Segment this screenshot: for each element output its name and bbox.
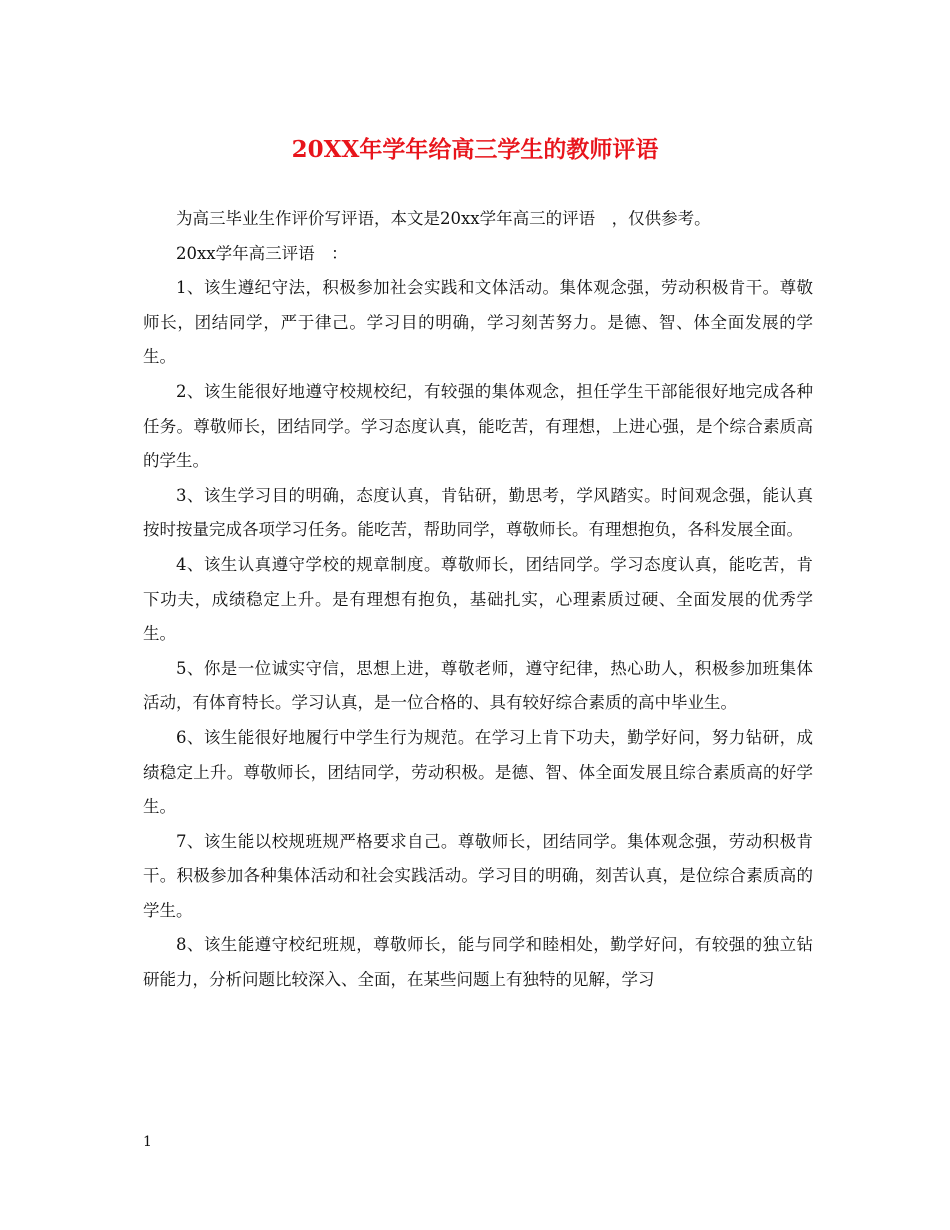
page-number: 1 [143, 1134, 152, 1150]
comment-paragraph-5: 5、你是一位诚实守信，思想上进，尊敬老师，遵守纪律，热心助人，积极参加班集体活动，有体育特长。学习认真，是一位合格的、具有较好综合素质的高中毕业生。 [143, 658, 813, 713]
document-title: 20XX年学年给高三学生的教师评语 [291, 136, 659, 163]
comment-paragraph-8: 8、该生能遵守校纪班规，尊敬师长，能与同学和睦相处，勤学好问，有较强的独立钻研能力，分析问题比较深入、全面，在某些问题上有独特的见解，学习 [143, 935, 813, 990]
comment-paragraph-1: 1、该生遵纪守法，积极参加社会实践和文体活动。集体观念强，劳动积极肯干。尊敬师长，团结同学，严于律己。学习目的明确，学习刻苦努力。是德、智、体全面发展的学生。 [143, 278, 813, 367]
comment-paragraph-2: 2、该生能很好地遵守校规校纪，有较强的集体观念，担任学生干部能很好地完成各种任务。尊敬师长，团结同学。学习态度认真，能吃苦，有理想，上进心强，是个综合素质高的学生。 [143, 381, 813, 471]
comment-paragraph-7: 7、该生能以校规班规严格要求自己。尊敬师长，团结同学。集体观念强，劳动积极肯干。积极参加各种集体活动和社会实践活动。学习目的明确，刻苦认真，是位综合素质高的学生。 [143, 831, 813, 920]
subheading: 20xx学年高三评语 ： [176, 243, 348, 263]
document-body [143, 202, 813, 998]
comment-paragraph-3: 3、该生学习目的明确，态度认真，肯钻研，勤思考，学风踏实。时间观念强，能认真按时按量完成各项学习任务。能吃苦，帮助同学，尊敬师长。有理想抱负，各科发展全面。 [143, 485, 813, 540]
comment-paragraph-4: 4、该生认真遵守学校的规章制度。尊敬师长，团结同学。学习态度认真，能吃苦，肯下功夫，成绩稳定上升。是有理想有抱负，基础扎实，心理素质过硬、全面发展的优秀学生。 [143, 554, 813, 644]
intro-paragraph: 为高三毕业生作评价写评语，本文是20xx学年高三的评语 ，仅供参考。 [176, 209, 711, 228]
comment-paragraph-6: 6、该生能很好地履行中学生行为规范。在学习上肯下功夫，勤学好问，努力钻研，成绩稳定上升。尊敬师长，团结同学，劳动积极。是德、智、体全面发展且综合素质高的好学生。 [143, 727, 813, 817]
